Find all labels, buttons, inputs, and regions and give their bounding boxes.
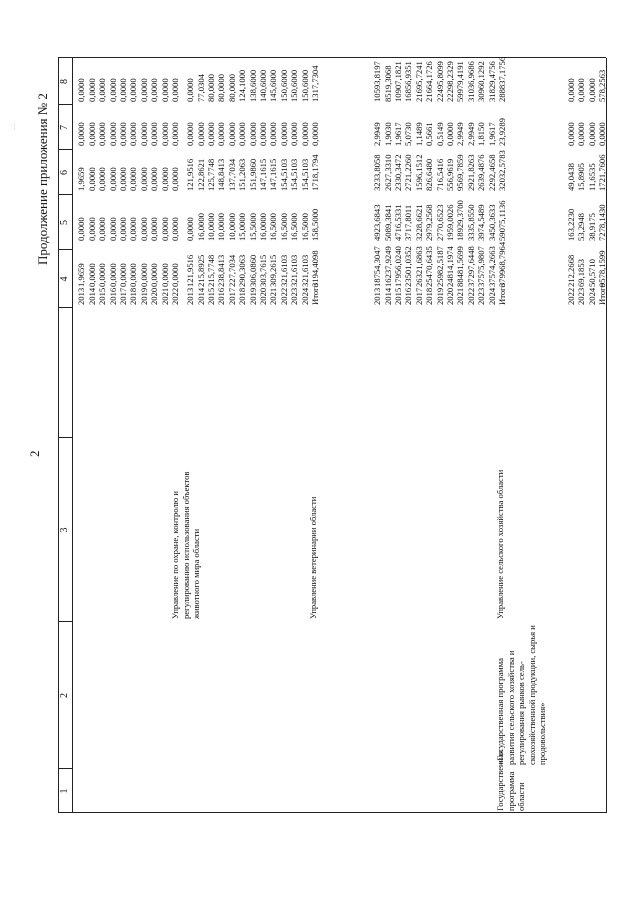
program-level-label: Государственная программа области [495,749,527,811]
table-cell: 0,0000 [268,122,279,146]
table-cell: 150,6000 [299,69,310,102]
table-cell: 2292,4658 [486,154,497,191]
table-cell: 212,2668 [565,254,576,287]
table-cell: 31036,9686 [465,61,476,102]
table-cell: 321,6103 [289,254,300,287]
table-cell: 321,6103 [299,254,310,287]
table-cell: 22298,2329 [445,61,455,102]
table-cell: 37574,2663 [486,246,497,287]
table-cell: 0,0000 [289,122,300,146]
col-header-2: 2 [59,693,70,698]
table-cell: 16,5000 [278,213,289,241]
table-cell: 1,9030 [382,122,393,146]
table-cell: 0,0000 [149,263,160,287]
table-cell: 578,2563 [597,69,607,102]
table-cell: 215,7748 [206,254,216,287]
table-cell: 38,9175 [586,213,597,241]
table-cell: 2017 [118,287,128,305]
table-cell: 80,0000 [216,74,227,102]
table-cell: 21664,1726 [424,61,435,102]
table-cell: 88481,5699 [455,246,466,287]
table-cell: 2021 [268,287,279,305]
table-cell: 0,0000 [138,122,149,146]
table-cell: 0,0000 [226,122,237,146]
table-cell: 0,0000 [138,217,149,241]
table-cell: 163,2230 [565,208,576,241]
table-cell: 2014 [382,287,393,305]
table-cell: 0,0000 [597,122,607,146]
table-cell: 0,0000 [128,122,139,146]
table-cell: 1,9617 [393,122,403,146]
table-cell: 23501,0352 [403,246,414,287]
table-cell: 24814,1974 [445,246,455,287]
table-cell: 0,0000 [149,217,160,241]
table-cell: 1,8150 [476,122,487,146]
table-cell: 1959,0026 [445,204,455,241]
table-cell: 2020 [149,287,160,305]
table-cell: 2979,2568 [424,204,435,241]
table-cell: 2014 [195,287,206,305]
table-cell: 2,9949 [372,122,383,146]
table-cell: 2015 [206,287,216,305]
table-cell: 2024 [486,287,497,305]
table-cell: 16,5000 [268,213,279,241]
table-cell: 0,0000 [86,217,97,241]
table-cell: 147,1615 [258,158,268,191]
table-cell: 15,0000 [237,213,248,241]
table-cell: 0,0000 [118,217,128,241]
table-cell: 0,0000 [118,167,128,191]
table-cell: 288837,1756 [497,56,507,102]
table-cell: 121,9516 [185,254,196,287]
table-cell: 150,6000 [278,69,289,102]
table-cell: 21695,7241 [413,61,424,102]
table-cell: 148,8413 [216,158,227,191]
table-cell: 151,2063 [237,158,248,191]
table-cell: 0,0000 [128,263,139,287]
table-cell: 0,0000 [107,217,118,241]
table-cell: 3233,8058 [372,154,383,191]
table-cell: 2022 [170,287,180,305]
table-cell: 154,5103 [278,158,289,191]
table-cell: 3450,3633 [486,204,497,241]
table-cell: 37297,6448 [465,246,476,287]
table-cell: 154,5103 [299,158,310,191]
table-cell: 321,6103 [278,254,289,287]
continuation-caption: Продолжение приложения № 2 [35,93,50,265]
table-cell: 2023 [476,287,487,305]
table-cell: 59979,4191 [455,61,466,102]
table-cell: 137,7034 [226,158,237,191]
table-cell: 59075,1136 [497,200,507,241]
table-cell: 138,6000 [247,69,258,102]
table-cell: 125,7748 [206,158,216,191]
table-cell: 0,0000 [76,217,87,241]
table-cell: 0,0000 [118,263,128,287]
table-cell: 0,0000 [138,167,149,191]
table-cell: 122,8621 [195,158,206,191]
header-bottom-border [72,58,73,813]
table-cell: 0,0000 [86,167,97,191]
table-cell: 0,0000 [159,167,170,191]
table-cell: 0,0000 [118,78,128,102]
table-cell: 2330,3472 [393,154,403,191]
table-cell: 0,0000 [159,263,170,287]
table-cell: 0,0000 [185,217,196,241]
table-cell: 1721,7606 [597,154,607,191]
table-cell: 10,0000 [216,213,227,241]
table-cell: 215,8925 [195,254,206,287]
table-cell: 77,0304 [195,74,206,102]
table-cell: 2024 [299,287,310,305]
table-cell: 0,0000 [565,78,576,102]
table-cell: 0,0000 [159,78,170,102]
table-cell: 0,0000 [107,78,118,102]
table-cell: 306,0860 [247,254,258,287]
table-cell: 0,0000 [576,78,587,102]
table-cell: 2015 [393,287,403,305]
table-cell: 151,9860 [247,158,258,191]
table-cell: 0,0000 [128,78,139,102]
table-cell: 0,0000 [195,122,206,146]
agency-wildlife: Управление по охране, контролю и регулированию использования объектов животного мира области [170,471,202,619]
table-cell: 0,0000 [206,122,216,146]
page-number: 2 [27,450,42,457]
table-cell: 0,0000 [170,122,180,146]
table-cell: 0,0000 [76,122,87,146]
table-cell: 32032,5783 [497,150,507,191]
table-cell: 0,0000 [86,122,97,146]
table-cell: 2014 [86,287,97,305]
table-cell: 3717,8011 [403,204,414,241]
table-cell: 303,7615 [258,254,268,287]
table-cell: 0,0000 [170,217,180,241]
table-cell: Итого [597,283,607,305]
table-cell: 2022 [278,287,289,305]
table-cell: 0,0000 [86,78,97,102]
table-cell: 0,0000 [299,122,310,146]
table-cell: 0,0000 [576,122,587,146]
table-cell: 23,9289 [497,118,507,146]
table-cell: 309,2615 [268,254,279,287]
table-cell: 379968,7964 [497,241,507,287]
table-cell: 26321,6863 [413,246,424,287]
table-cell: 121,9516 [185,158,196,191]
table-cell: 80,0000 [226,74,237,102]
table-cell: 238,8413 [216,254,227,287]
table-cell: 16856,9351 [403,61,414,102]
table-cell: 0,0000 [170,167,180,191]
program-name: «Государственная программа развития сельского хозяйства и регулирования рынков сель-скохозяйственной продукции, сырья и продовольствия» [495,625,548,765]
table-cell: 2019 [434,287,445,305]
table-cell: 2017 [413,287,424,305]
table-cell: 2018 [128,287,139,305]
table-cell: 2018 [424,287,435,305]
table-cell: 17956,0240 [393,246,403,287]
table-cell: 80,0000 [206,74,216,102]
col-header-4: 4 [59,276,70,282]
table-cell: 0,0000 [97,167,108,191]
table-cell: 2018 [237,287,248,305]
table-cell: 2013 [185,287,196,305]
table-cell: 2017 [226,287,237,305]
col-header-7: 7 [59,125,70,130]
table-cell: 2020 [445,287,455,305]
table-cell: 30960,1292 [476,61,487,102]
table-cell: 0,0000 [149,167,160,191]
table-cell: 9569,7859 [455,154,466,191]
table-cell: 2639,4876 [476,154,487,191]
table-cell: 18929,3700 [455,200,466,241]
table-cell: 2,9949 [465,122,476,146]
table-cell: 2023 [289,287,300,305]
table-cell: 0,0000 [185,78,196,102]
table-cell: 0,0000 [237,122,248,146]
col-header-5: 5 [59,220,70,225]
table-cell: 0,0000 [586,122,597,146]
table-cell: 0,0000 [149,78,160,102]
table-cell: 0,0000 [107,122,118,146]
table-cell: 150,6000 [289,69,300,102]
table-cell: 2,9949 [455,122,466,146]
table-cell: 0,0000 [86,263,97,287]
table-cell: 0,5149 [434,122,445,146]
table-cell: 2016 [107,287,118,305]
table-cell: 0,0000 [128,167,139,191]
table-cell: 145,6000 [268,69,279,102]
agency-agriculture: Управление сельского хозяйства области [495,469,505,619]
table-cell: 0,0000 [159,122,170,146]
table-cell: 0,0000 [138,263,149,287]
table-cell: 15,5000 [247,213,258,241]
table-cell: 18754,3047 [372,246,383,287]
table-left-border [58,812,606,813]
table-cell: 2721,2260 [403,154,414,191]
table-cell: 0,0000 [138,78,149,102]
table-cell: 716,5416 [434,158,445,191]
table-cell: 3974,5489 [476,204,487,241]
table-cell: 0,0000 [258,122,268,146]
table-cell: 2020 [258,287,268,305]
table-cell: 3194,4098 [310,250,320,287]
table-cell: 22495,8099 [434,61,445,102]
table-cell: 16,5000 [299,213,310,241]
table-cell: 1317,7304 [310,65,320,102]
table-cell: 10593,8197 [372,61,383,102]
table-cell: 7278,1430 [597,204,607,241]
table-cell: 2770,6523 [434,204,445,241]
table-cell: 2019 [138,287,149,305]
table-cell: 0,0000 [97,122,108,146]
table-cell: 2013 [76,287,87,305]
table-cell: 0,0000 [216,122,227,146]
table-cell: 1,9617 [486,122,497,146]
table-cell: 53,2948 [576,213,587,241]
table-cell: 0,0000 [445,122,455,146]
table-cell: 0,0000 [107,167,118,191]
table-cell: 16,0000 [195,213,206,241]
col-header-8: 8 [59,79,70,84]
table-cell: 0,0000 [565,122,576,146]
table-cell: 69,1853 [576,259,587,287]
table-right-border [58,57,606,58]
table-cell: 16,5000 [289,213,300,241]
table-cell: 16,0000 [258,213,268,241]
table-cell: 2022 [465,287,476,305]
table-cell: 0,0000 [185,122,196,146]
table-cell: 0,0000 [159,217,170,241]
table-cell: 2022 [565,287,576,305]
table-cell: 50,5710 [586,259,597,287]
table-cell: 556,9619 [445,158,455,191]
table-cell: 1,1489 [413,122,424,146]
table-cell: 0,0000 [247,122,258,146]
table-cell: 5089,3841 [382,204,393,241]
table-cell: 25982,5187 [434,246,445,287]
table-cell: 1,9659 [76,263,87,287]
table-cell: 2021 [455,287,466,305]
table-cell: 16237,9249 [382,246,393,287]
table-cell: 0,0000 [128,217,139,241]
table-cell: 2015 [97,287,108,305]
table-cell: 49,0438 [565,163,576,191]
table-cell: 37575,9807 [476,246,487,287]
table-cell: 0,0000 [170,78,180,102]
table-cell: 0,5661 [424,122,435,146]
table-cell: 1,9659 [76,167,87,191]
table-cell: 3228,6621 [413,204,424,241]
table-cell: Итого [310,283,320,305]
table-cell: 147,1615 [268,158,279,191]
col-header-3: 3 [59,527,70,533]
table-cell: 158,5000 [310,208,320,241]
table-cell: 1718,1794 [310,154,320,191]
table-cell: 10907,1821 [393,61,403,102]
table-cell: 15,8905 [576,163,587,191]
table-cell: 2021 [159,287,170,305]
col-header-6: 6 [59,170,70,175]
table-cell: 2016 [216,287,227,305]
table-cell: 0,0000 [586,78,597,102]
table-cell: 154,5103 [289,158,300,191]
table-cell: 0,0000 [149,122,160,146]
table-cell: 0,0000 [97,263,108,287]
table-cell: 4923,6843 [372,204,383,241]
table-cell: 826,6480 [424,158,435,191]
table-cell: 0,0000 [278,122,289,146]
table-cell: 0,0000 [107,263,118,287]
table-cell: 1596,1512 [413,154,424,191]
table-cell: 31829,4756 [486,61,497,102]
table-cell: 25470,6435 [424,246,435,287]
table-cell: 140,6000 [258,69,268,102]
table-cell: 10,0000 [206,213,216,241]
table-cell: 0,0000 [76,78,87,102]
table-cell: 0,0000 [97,78,108,102]
table-cell: 290,3063 [237,254,248,287]
table-cell: 0,0000 [310,122,320,146]
table-cell: 227,7034 [226,254,237,287]
table-cell: 8519,3068 [382,65,393,102]
table-cell: 2024 [586,287,597,305]
col-header-1: 1 [59,788,70,794]
table-cell: 11,6535 [586,163,597,191]
table-cell: 2627,3310 [382,154,393,191]
table-cell: 10,0000 [226,213,237,241]
table-cell: 0,0000 [118,122,128,146]
faint-note: … [9,123,17,130]
table-cell: 0,0000 [97,217,108,241]
table-cell: 2023 [576,287,587,305]
table-cell: 4716,5331 [393,204,403,241]
table-cell: 2016 [403,287,414,305]
table-cell: 124,1000 [237,69,248,102]
table-cell: 9578,1599 [597,250,607,287]
agency-veterinary: Управление ветеринарии области [308,496,318,619]
table-cell: 2013 [372,287,383,305]
table-cell: 3335,8550 [465,204,476,241]
table-cell: 0,0000 [170,263,180,287]
table-cell: 5,0730 [403,122,414,146]
table-cell: 2019 [247,287,258,305]
table-cell: Итого [497,283,507,305]
table-cell: 2921,8263 [465,154,476,191]
